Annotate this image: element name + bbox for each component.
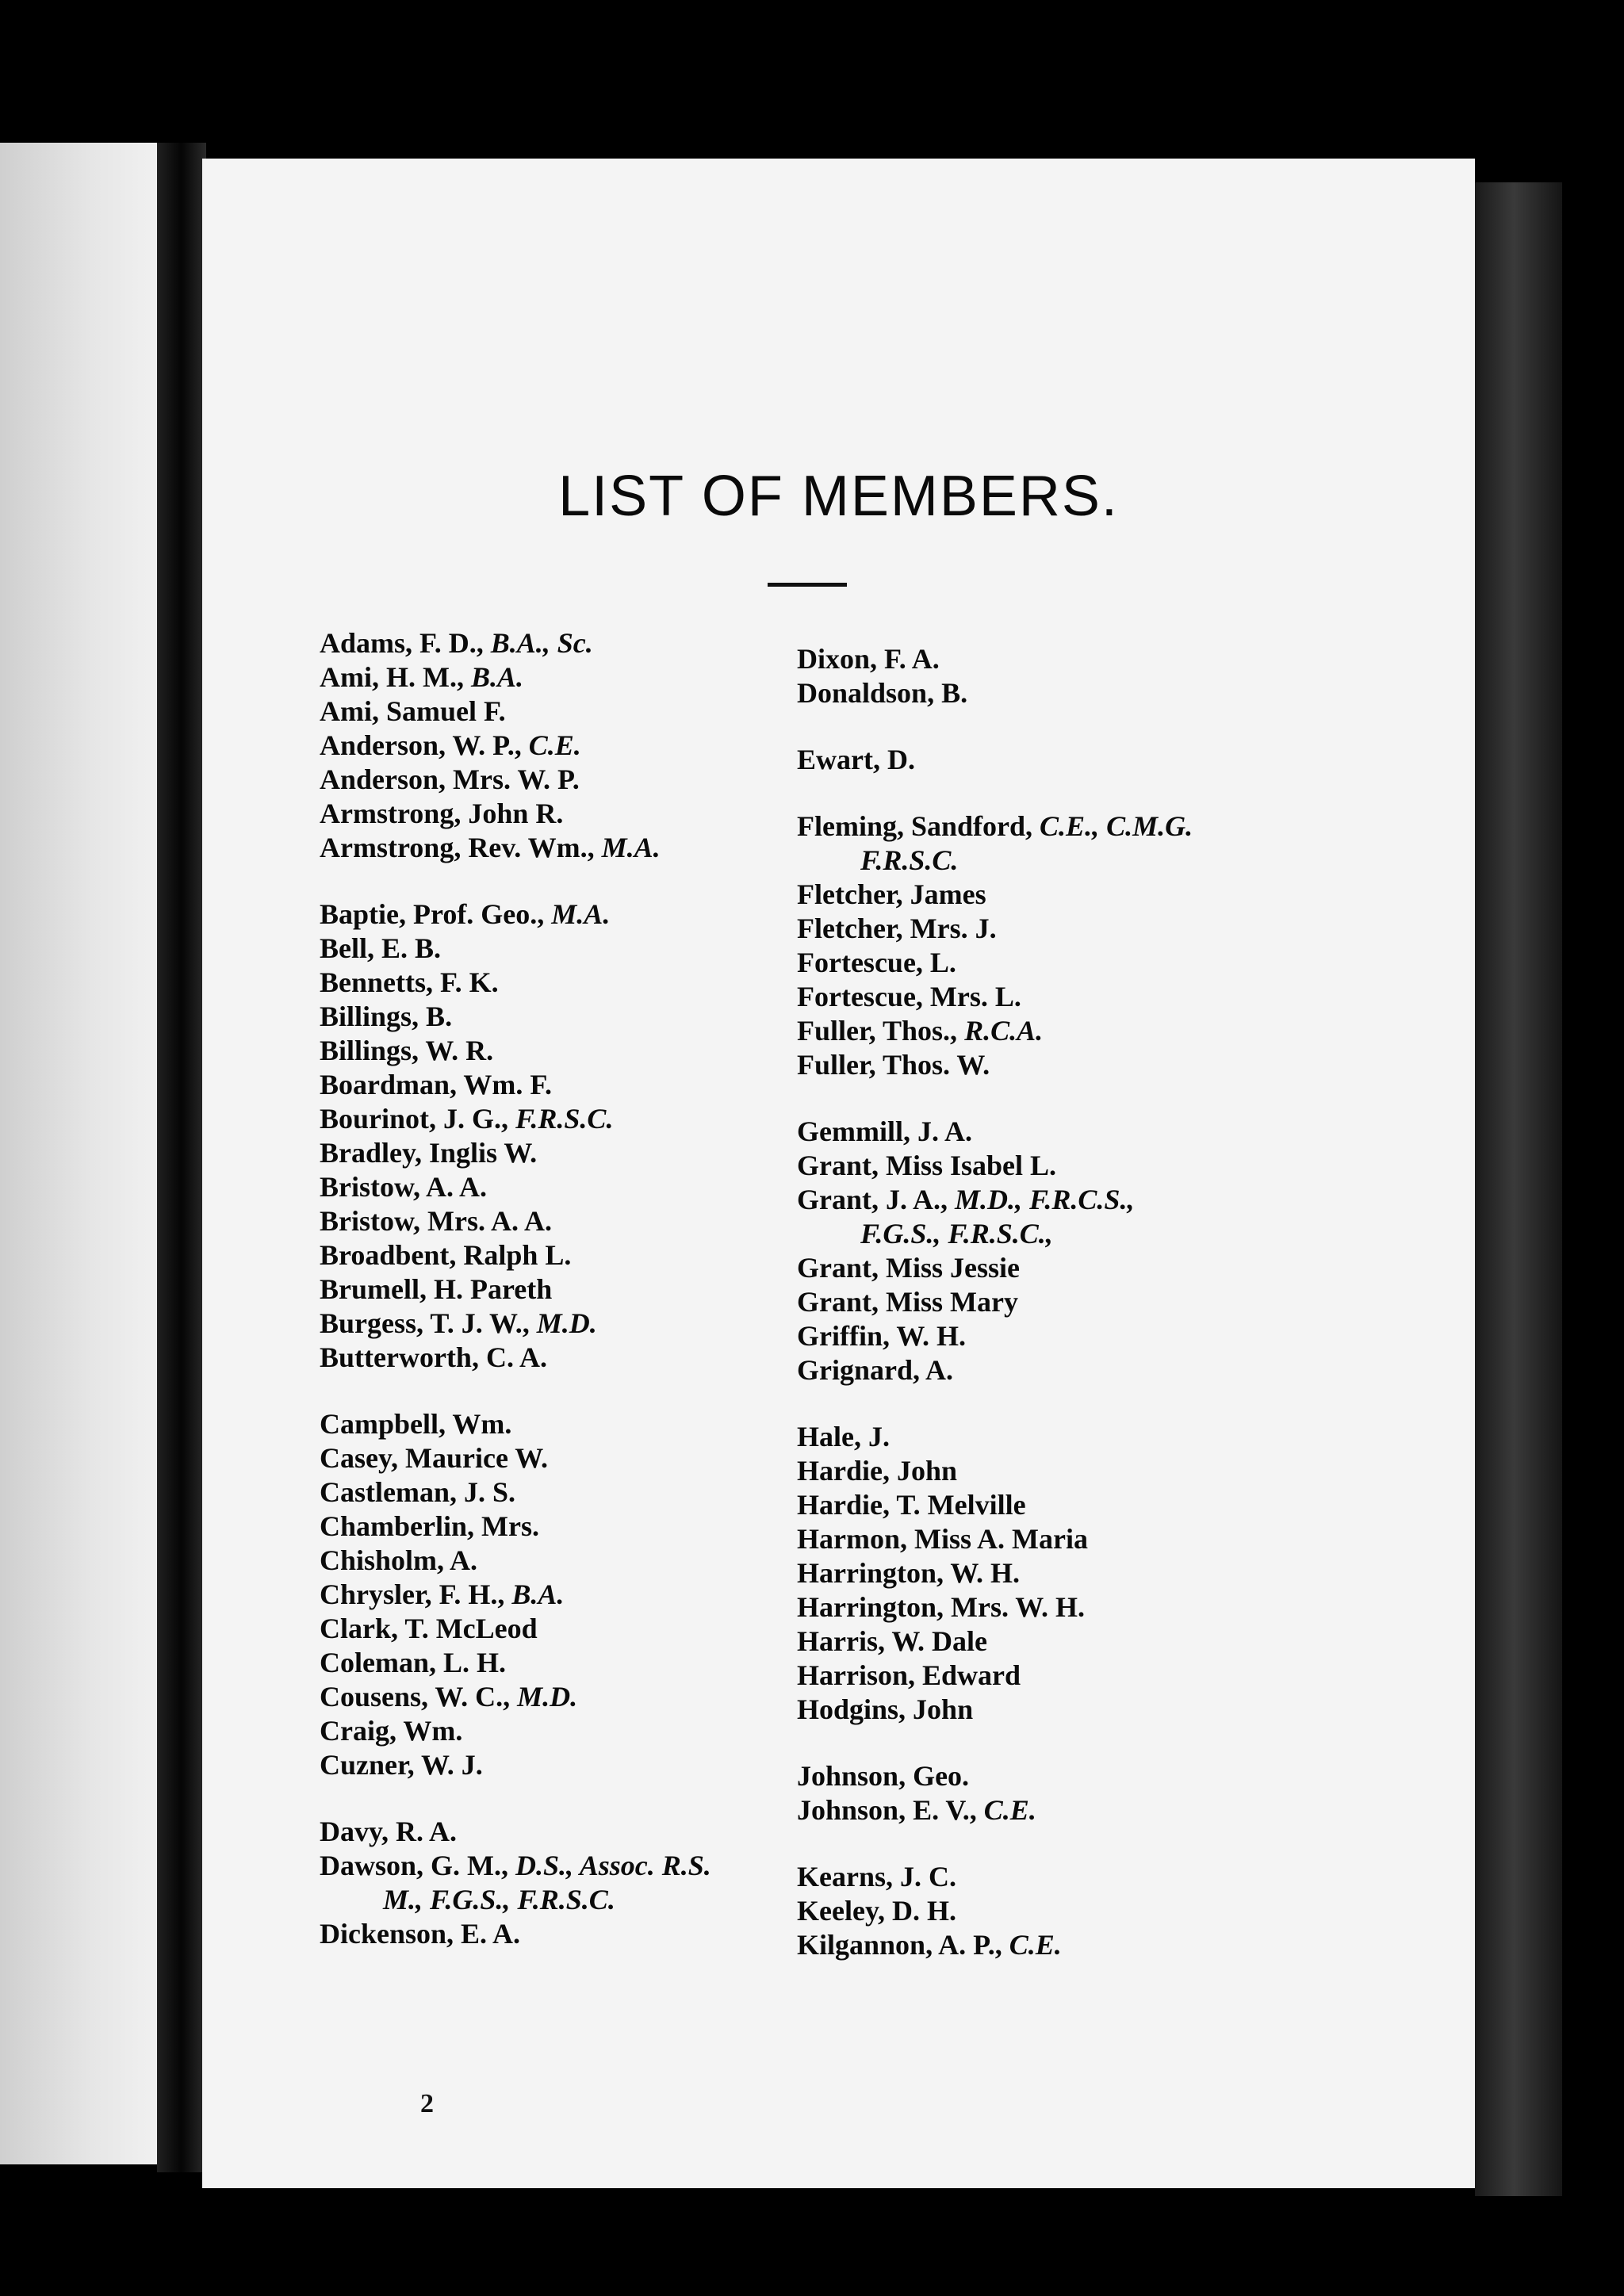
member-name: Gemmill, J. A. — [797, 1115, 972, 1147]
member-name: Hodgins, John — [797, 1693, 974, 1725]
member-entry — [797, 642, 1431, 676]
member-qualifications: R.C.A. — [964, 1015, 1044, 1047]
member-name: Cuzner, W. J. — [320, 1749, 483, 1781]
member-name: Brumell, H. Pareth — [320, 1273, 553, 1305]
member-name: Kearns, J. C. — [797, 1861, 956, 1892]
member-name: Ami, H. M., — [320, 661, 464, 693]
member-name: Davy, R. A. — [320, 1816, 458, 1847]
member-qualifications: C.E. — [983, 1794, 1036, 1826]
member-name: Grant, Miss Mary — [797, 1286, 1018, 1318]
facing-page — [0, 143, 167, 2164]
member-name: Adams, F. D., — [320, 627, 484, 659]
member-entry — [797, 1183, 1431, 1217]
member-name: Hardie, John — [797, 1455, 958, 1487]
member-name: Ami, Samuel F. — [320, 695, 506, 727]
book-spine — [157, 143, 206, 2172]
page-edge — [1475, 182, 1562, 2196]
member-qualifications: C.E. — [528, 729, 581, 761]
member-name: Grignard, A. — [797, 1354, 954, 1386]
member-name: Grant, J. A., — [797, 1184, 948, 1215]
member-name: Campbell, Wm. — [320, 1408, 512, 1440]
member-entry — [797, 1285, 1431, 1319]
member-name: Chisholm, A. — [320, 1544, 478, 1576]
member-name: Fuller, Thos. W. — [797, 1049, 990, 1081]
member-entry — [797, 1048, 1431, 1082]
member-name: Armstrong, Rev. Wm., — [320, 832, 595, 863]
member-name: Bennetts, F. K. — [320, 966, 499, 998]
member-entry — [797, 1759, 1431, 1793]
member-name: Harrington, W. H. — [797, 1557, 1021, 1589]
member-entry — [797, 1624, 1431, 1659]
member-name: Johnson, Geo. — [797, 1760, 970, 1792]
member-name: Butterworth, C. A. — [320, 1341, 547, 1373]
member-name: Baptie, Prof. Geo., — [320, 898, 545, 930]
member-entry — [797, 1420, 1431, 1454]
member-name: Bradley, Inglis W. — [320, 1137, 538, 1169]
member-name: Hale, J. — [797, 1421, 890, 1452]
member-qualifications: M.D. — [517, 1681, 578, 1712]
member-entry — [797, 676, 1431, 710]
member-name: Harrison, Edward — [797, 1659, 1021, 1691]
member-qualifications: B.A. — [511, 1578, 565, 1610]
member-name: Grant, Miss Isabel L. — [797, 1150, 1057, 1181]
member-name: Castleman, J. S. — [320, 1476, 516, 1508]
member-entry — [797, 1860, 1431, 1894]
member-name: Fuller, Thos., — [797, 1015, 958, 1047]
member-name: Fleming, Sandford, — [797, 810, 1033, 842]
member-name: Anderson, Mrs. W. P. — [320, 763, 580, 795]
member-name: Clark, T. McLeod — [320, 1613, 538, 1644]
member-name: Fortescue, L. — [797, 947, 956, 978]
member-name: Hardie, T. Melville — [797, 1489, 1026, 1521]
document-page — [202, 159, 1475, 2188]
page-number: 2 — [420, 2089, 434, 2118]
member-name: Fletcher, Mrs. J. — [797, 913, 997, 944]
member-name: Fletcher, James — [797, 878, 986, 910]
title-rule — [768, 583, 847, 587]
member-name: Chamberlin, Mrs. — [320, 1510, 539, 1542]
member-name: Dawson, G. M., — [320, 1850, 509, 1881]
member-name: Harmon, Miss A. Maria — [797, 1523, 1088, 1555]
member-name: Kilgannon, A. P., — [797, 1929, 1002, 1961]
member-entry-continuation — [797, 1217, 1431, 1251]
member-qualifications: B.A., Sc. — [490, 627, 593, 659]
member-entry — [797, 1793, 1431, 1827]
member-name: Burgess, T. J. W., — [320, 1307, 530, 1339]
member-entry — [797, 946, 1431, 980]
member-name: Fortescue, Mrs. L. — [797, 981, 1021, 1012]
member-name: Bourinot, J. G., — [320, 1103, 509, 1135]
member-name: Casey, Maurice W. — [320, 1442, 548, 1474]
member-qualifications: F.G.S., F.R.S.C., — [860, 1218, 1053, 1249]
member-qualifications: M.D. — [536, 1307, 597, 1339]
member-name: Dixon, F. A. — [797, 643, 940, 675]
member-entry — [797, 743, 1431, 777]
member-name: Billings, W. R. — [320, 1035, 494, 1066]
member-entry — [797, 912, 1431, 946]
member-entry — [797, 809, 1431, 844]
member-name: Harrington, Mrs. W. H. — [797, 1591, 1086, 1623]
member-name: Coleman, L. H. — [320, 1647, 507, 1678]
member-entry — [797, 1556, 1431, 1590]
member-name: Bristow, Mrs. A. A. — [320, 1205, 552, 1237]
member-name: Armstrong, John R. — [320, 798, 564, 829]
member-entry — [797, 1488, 1431, 1522]
member-entry — [797, 980, 1431, 1014]
member-entry — [797, 1319, 1431, 1353]
member-qualifications: D.S., Assoc. R.S. — [515, 1850, 711, 1881]
member-qualifications: M.A. — [601, 832, 661, 863]
member-entry — [797, 1928, 1431, 1962]
member-entry — [797, 1115, 1431, 1149]
member-qualifications: M.D., F.R.C.S., — [955, 1184, 1135, 1215]
member-entry — [797, 1693, 1431, 1727]
member-qualifications: F.R.S.C. — [860, 844, 959, 876]
member-name: Bell, E. B. — [320, 932, 442, 964]
member-name: Billings, B. — [320, 1001, 453, 1032]
member-qualifications: B.A. — [470, 661, 523, 693]
member-name: Dickenson, E. A. — [320, 1918, 521, 1950]
member-name: Johnson, E. V., — [797, 1794, 977, 1826]
member-qualifications: M.A. — [551, 898, 611, 930]
member-name: Bristow, A. A. — [320, 1171, 488, 1203]
member-entry — [797, 1894, 1431, 1928]
member-entry — [797, 1522, 1431, 1556]
member-entry-continuation — [797, 844, 1431, 878]
member-name: Anderson, W. P., — [320, 729, 522, 761]
member-name: Harris, W. Dale — [797, 1625, 987, 1657]
member-entry — [797, 1590, 1431, 1624]
member-name: Donaldson, B. — [797, 677, 968, 709]
member-name: Griffin, W. H. — [797, 1320, 967, 1352]
member-entry — [797, 1014, 1431, 1048]
member-qualifications: M., F.G.S., F.R.S.C. — [383, 1884, 615, 1915]
page-title: LIST OF MEMBERS. — [558, 465, 1119, 528]
member-name: Broadbent, Ralph L. — [320, 1239, 572, 1271]
member-name: Cousens, W. C., — [320, 1681, 511, 1712]
member-entry — [797, 1659, 1431, 1693]
member-qualifications: C.E., C.M.G. — [1040, 810, 1193, 842]
member-entry — [797, 1454, 1431, 1488]
member-name: Chrysler, F. H., — [320, 1578, 505, 1610]
member-name: Boardman, Wm. F. — [320, 1069, 553, 1100]
member-entry — [797, 878, 1431, 912]
member-entry — [797, 1251, 1431, 1285]
member-name: Keeley, D. H. — [797, 1895, 956, 1927]
members-column-right — [797, 642, 1431, 1962]
member-name: Grant, Miss Jessie — [797, 1252, 1020, 1284]
member-qualifications: C.E. — [1009, 1929, 1062, 1961]
member-name: Craig, Wm. — [320, 1715, 463, 1747]
member-entry — [797, 1149, 1431, 1183]
member-name: Ewart, D. — [797, 744, 915, 775]
member-entry — [797, 1353, 1431, 1387]
member-qualifications: F.R.S.C. — [515, 1103, 614, 1135]
